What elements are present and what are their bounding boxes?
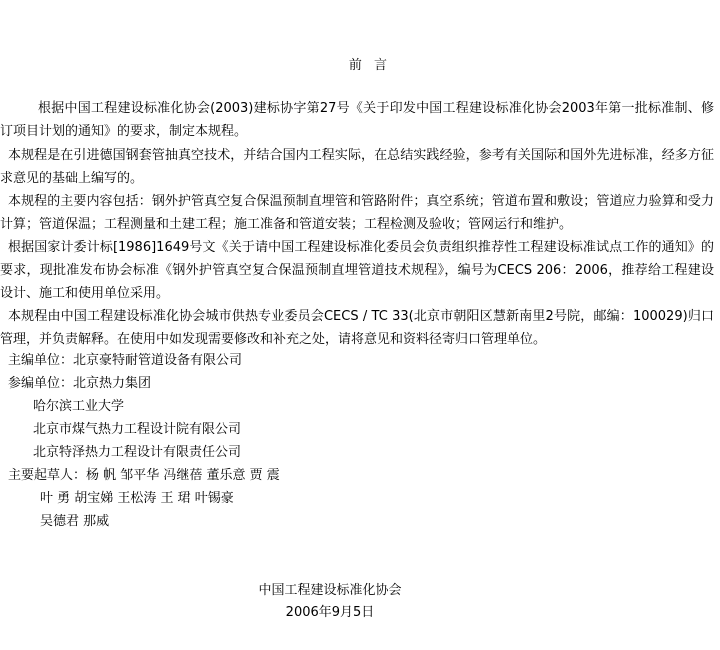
participating-unit-3: 北京市煤气热力工程设计院有限公司 xyxy=(33,422,242,437)
main-drafters-line-3: 吴德君 那威 xyxy=(40,514,110,529)
participating-unit-1: 参编单位：北京热力集团 xyxy=(8,376,152,391)
main-drafters-line-2: 叶 勇 胡宝娣 王松涛 王 珺 叶锡豪 xyxy=(40,491,234,506)
signature-organization: 中国工程建设标准化协会 xyxy=(258,583,402,598)
paragraph-1: 根据中国工程建设标准化协会(2003)建标协字第27号《关于印发中国工程建设标准化协会2003年第一批标准制、修订项目计划的通知》的要求，制定本规程。 xyxy=(0,101,714,139)
paragraph-5: 本规程由中国工程建设标准化协会城市供热专业委员会CECS / TC 33(北京市朝阳区慧新南里2号院，邮编：100029)归口管理，并负责解释。在使用中如发现需要修改和补充之处，请将意见和资料径寄归口管理单位。 xyxy=(0,309,714,347)
paragraph-4: 根据国家计委计标[1986]1649号文《关于请中国工程建设标准化委员会负责组织推荐性工程建设标准试点工作的通知》的要求，现批准发布协会标准《钢外护管真空复合保温预制直埋管道技术规程》，编号为CECS 206：2006，推荐给工程建设设计、施工和使用单位采用。 xyxy=(0,240,714,301)
main-drafters-line-1: 主要起草人：杨 帆 邹平华 冯继蓓 董乐意 贾 震 xyxy=(8,468,280,483)
paragraph-3: 本规程的主要内容包括：钢外护管真空复合保温预制直埋管和管路附件；真空系统；管道布置和敷设；管道应力验算和受力计算；管道保温；工程测量和土建工程；施工准备和管道安装；工程检测及验收；管网运行和维护。 xyxy=(0,194,714,232)
participating-unit-4: 北京特泽热力工程设计有限责任公司 xyxy=(33,445,242,460)
signature-date: 2006年9月5日 xyxy=(285,605,375,620)
participating-unit-2: 哈尔滨工业大学 xyxy=(33,399,125,414)
chief-editor-unit: 主编单位：北京豪特耐管道设备有限公司 xyxy=(8,353,243,368)
paragraph-2: 本规程是在引进德国钢套管抽真空技术，并结合国内工程实际，在总结实践经验，参考有关国际和国外先进标准，经多方征求意见的基础上编写的。 xyxy=(0,148,714,186)
page-title: 前 言 xyxy=(348,58,392,73)
